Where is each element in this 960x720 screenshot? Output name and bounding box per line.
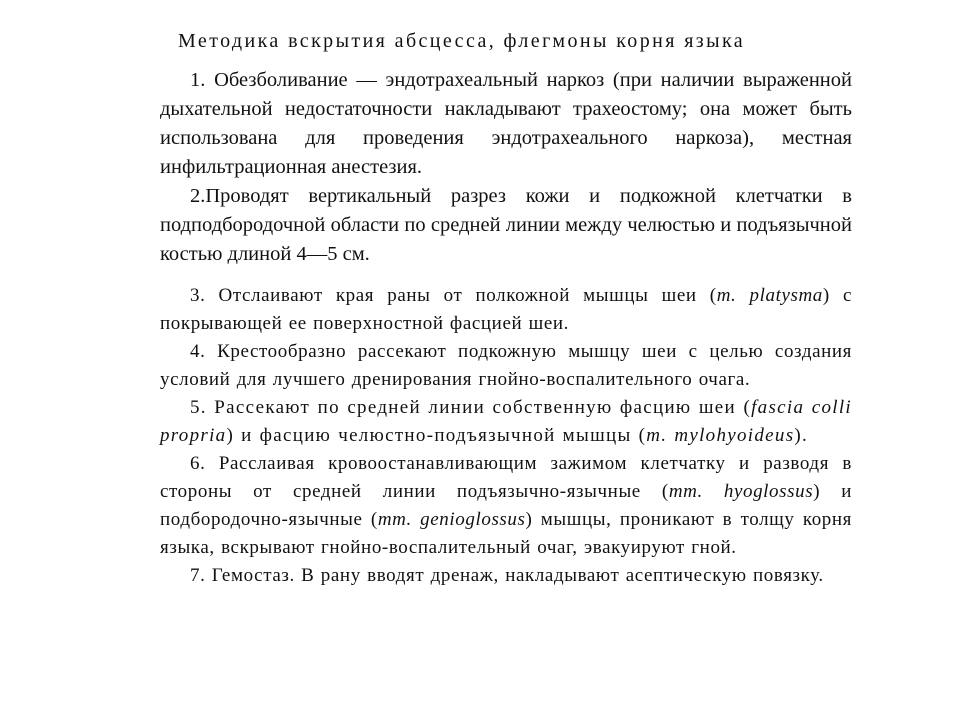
steps-block-upper: [160, 66, 852, 269]
step-3-text-a: 3. Отслаивают края раны от полкожной мышцы шеи (: [190, 285, 717, 306]
step-6-text-b: ) и подбородочно-язычные (: [160, 481, 852, 530]
step-5-latin-term-2: m. mylohyoideus: [646, 425, 795, 446]
steps-block-lower: [160, 282, 852, 590]
step-5-text-a: 5. Рассекают по средней линии собственную фасцию шеи (: [190, 397, 752, 418]
step-6-latin-term-1: mm. hyoglossus: [668, 481, 814, 502]
step-5-latin-term-1: fascia colli propria: [160, 397, 852, 446]
page-title: Методика вскрытия абсцесса, флегмоны корня языка: [178, 30, 746, 52]
step-3-latin-term: m. platysma: [716, 285, 823, 306]
step-5-text-b: ) и фасцию челюстно-подъязычной мышцы (: [226, 425, 647, 446]
step-5-text-c: ).: [794, 425, 809, 446]
step-6-text-a: 6. Расслаивая кровоостанавливающим зажимом клетчатку и разводя в стороны от средней линии подъязычно-язычные (: [160, 453, 852, 502]
step-6-latin-term-2: mm. genioglossus: [377, 509, 526, 530]
step-6: [160, 450, 852, 562]
step-2: 2.Проводят вертикальный разрез кожи и подкожной клетчатки в подподбородочной области по средней линии между челюстью и подъязычной костью длиной 4—5 см.: [160, 185, 852, 265]
step-6-text-c: ) мышцы, проникают в толщу корня языка, вскрывают гнойно-воспалительный очаг, эвакуируют гной.: [160, 509, 852, 558]
step-1: 1. Обезболивание — эндотрахеальный наркоз (при наличии выраженной дыхательной недостаточности накладывают трахеостому; она может быть использована для проведения эндотрахеального наркоза), местная инфильтрационная анестезия.: [160, 69, 852, 178]
step-5: [160, 394, 852, 450]
step-4: 4. Крестообразно рассекают подкожную мышцу шеи с целью создания условий для лучшего дренирования гнойно-воспалительного очага.: [160, 341, 852, 390]
step-7: 7. Гемостаз. В рану вводят дренаж, накладывают асептическую повязку.: [190, 565, 824, 586]
step-3-text-b: ) с покрывающей ее поверхностной фасцией шеи.: [160, 285, 852, 334]
step-3: [160, 282, 852, 338]
